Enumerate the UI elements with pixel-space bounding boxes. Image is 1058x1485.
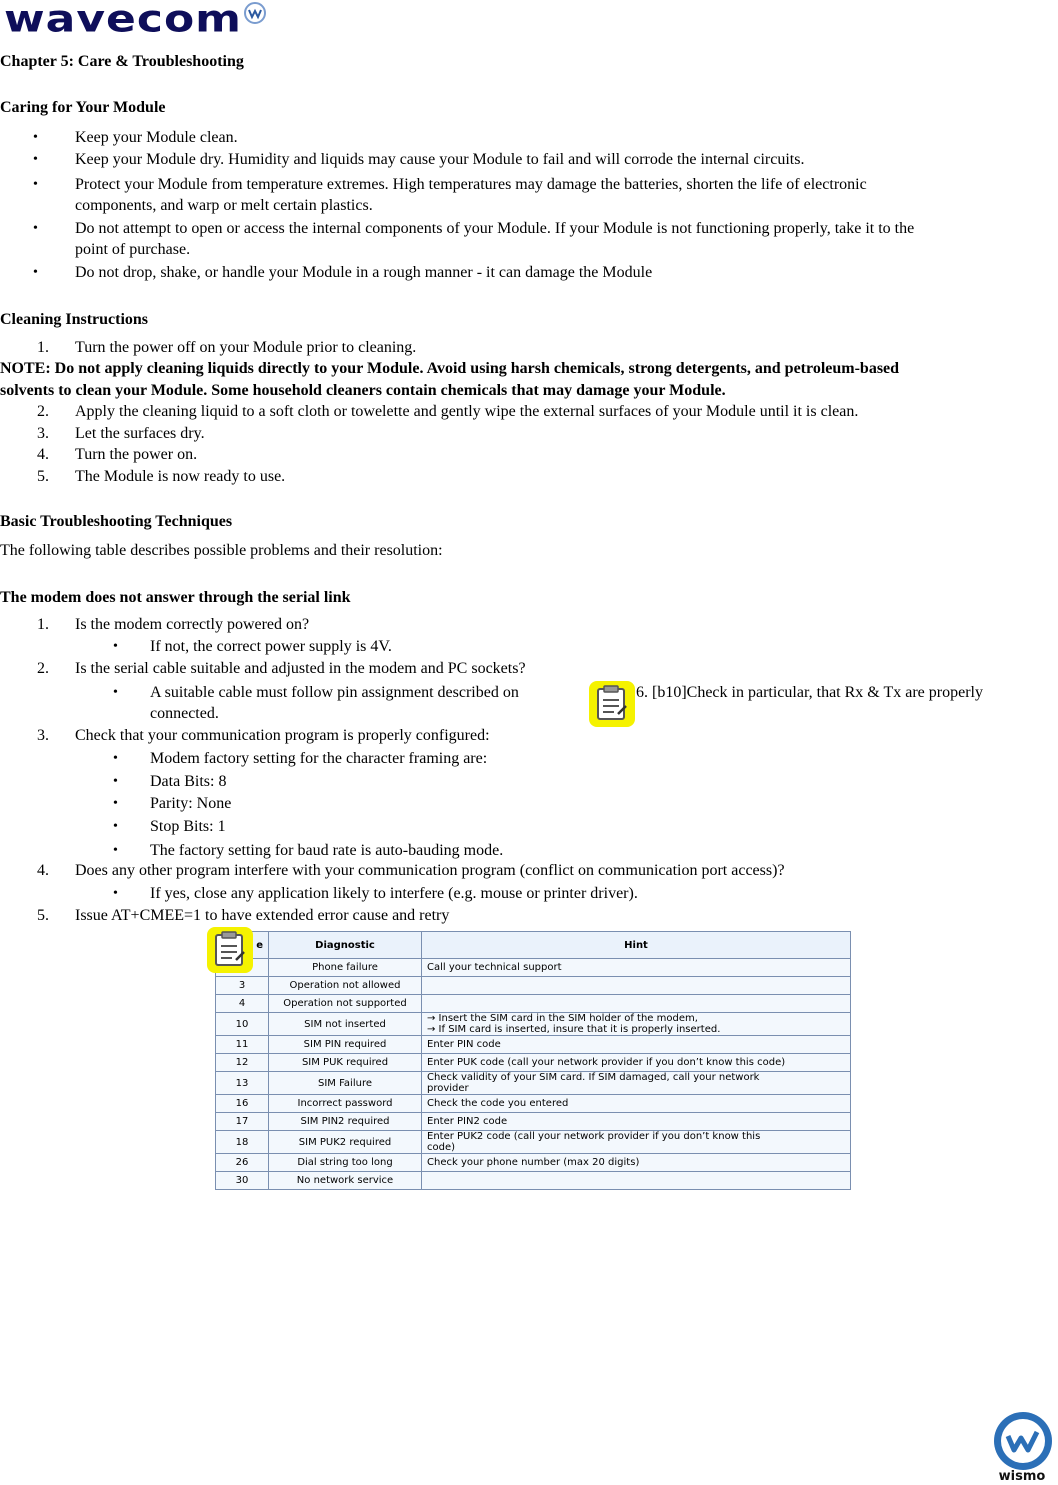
wavecom-logo <box>4 0 266 46</box>
list-item-continuation: components, and warp or melt certain plastics. <box>75 197 373 214</box>
error-code-cell: 10 <box>216 1013 269 1036</box>
diagnostic-cell: SIM PUK2 required <box>269 1131 422 1154</box>
table-row <box>216 959 851 977</box>
diagnostic-cell: SIM PIN2 required <box>269 1113 422 1131</box>
list-item: 4. Does any other program interfere with your communication program (conflict on communication port access)? <box>37 862 785 879</box>
hint-cell: Enter PUK2 code (call your network provider if you don’t know this code) <box>422 1131 851 1154</box>
error-code-cell: 13 <box>216 1072 269 1095</box>
table-header-row <box>216 932 851 959</box>
table-row <box>216 1154 851 1172</box>
troubleshooting-heading: Basic Troubleshooting Techniques <box>0 513 233 530</box>
list-item: • Parity: None <box>113 795 232 812</box>
list-item: 2. Is the serial cable suitable and adjusted in the modem and PC sockets? <box>37 660 526 677</box>
list-item: • Keep your Module dry. Humidity and liquids may cause your Module to fail and will corrode the internal circuits. <box>33 151 805 168</box>
error-code-cell: 16 <box>216 1095 269 1113</box>
diagnostic-cell: Dial string too long <box>269 1154 422 1172</box>
hint-cell <box>422 995 851 1013</box>
list-item: • Keep your Module clean. <box>33 129 238 146</box>
caring-heading: Caring for Your Module <box>0 99 166 116</box>
list-item: 3. Check that your communication program is properly configured: <box>37 727 490 744</box>
error-code-cell: 3 <box>216 977 269 995</box>
list-item: • Data Bits: 8 <box>113 773 227 790</box>
hint-cell: Enter PIN2 code <box>422 1113 851 1131</box>
list-item: • Protect your Module from temperature extremes. High temperatures may damage the batteries, shorten the life of electronic <box>33 176 867 193</box>
list-item: • Stop Bits: 1 <box>113 818 226 835</box>
cleaning-note-line1: NOTE: Do not apply cleaning liquids directly to your Module. Avoid using harsh chemicals, strong detergents, and petroleum-based <box>0 360 900 377</box>
table-row <box>216 1131 851 1154</box>
hint-cell: Check your phone number (max 20 digits) <box>422 1154 851 1172</box>
error-code-cell: 12 <box>216 1054 269 1072</box>
table-row <box>216 1013 851 1036</box>
hint-cell: Check the code you entered <box>422 1095 851 1113</box>
wismo-logo <box>988 1410 1056 1484</box>
header-diagnostic: Diagnostic <box>269 932 422 959</box>
error-code-cell: 26 <box>216 1154 269 1172</box>
chapter-title: Chapter 5: Care & Troubleshooting <box>0 53 244 70</box>
header-code: e <box>216 932 269 959</box>
list-item: • If yes, close any application likely to interfere (e.g. mouse or printer driver). <box>113 885 638 902</box>
diagnostic-cell: Phone failure <box>269 959 422 977</box>
diagnostic-cell: SIM PIN required <box>269 1036 422 1054</box>
error-code-cell: 18 <box>216 1131 269 1154</box>
note-icon[interactable] <box>588 680 636 728</box>
hint-cell: Check validity of your SIM card. If SIM damaged, call your network provider <box>422 1072 851 1095</box>
hint-cell <box>422 1172 851 1190</box>
list-item: 5. The Module is now ready to use. <box>37 468 286 485</box>
diagnostic-cell: Operation not supported <box>269 995 422 1013</box>
hint-cell: Call your technical support <box>422 959 851 977</box>
diagnostic-cell: SIM not inserted <box>269 1013 422 1036</box>
error-code-table <box>215 931 851 1190</box>
cleaning-heading: Cleaning Instructions <box>0 311 149 328</box>
list-item: 3. Let the surfaces dry. <box>37 425 205 442</box>
wismo-text: wismo <box>998 1469 1046 1484</box>
error-code-cell: 30 <box>216 1172 269 1190</box>
list-item: 4. Turn the power on. <box>37 446 198 463</box>
header-hint: Hint <box>422 932 851 959</box>
list-item: • The factory setting for baud rate is auto-bauding mode. <box>113 842 504 859</box>
list-item-continuation: point of purchase. <box>75 241 191 258</box>
hint-cell: → Insert the SIM card in the SIM holder of the modem, → If SIM card is inserted, insure that it is properly inserted. <box>422 1013 851 1036</box>
list-item: • Do not attempt to open or access the internal components of your Module. If your Module is not functioning properly, take it to the <box>33 220 915 237</box>
table-row <box>216 977 851 995</box>
list-item-continuation: connected. <box>150 705 219 722</box>
hint-cell <box>422 977 851 995</box>
error-code-cell: 4 <box>216 995 269 1013</box>
diagnostic-cell: Operation not allowed <box>269 977 422 995</box>
cleaning-note-line2: solvents to clean your Module. Some household cleaners contain chemicals that may damage your Module. <box>0 382 726 399</box>
logo-text: wavecom <box>4 0 243 41</box>
list-item: 2. Apply the cleaning liquid to a soft cloth or towelette and gently wipe the external surfaces of your Module until it is clean. <box>37 403 859 420</box>
diagnostic-cell: SIM Failure <box>269 1072 422 1095</box>
list-item: 1. Is the modem correctly powered on? <box>37 616 310 633</box>
list-item: • Do not drop, shake, or handle your Module in a rough manner - it can damage the Module <box>33 264 653 281</box>
table-row <box>216 1072 851 1095</box>
error-code-cell: 11 <box>216 1036 269 1054</box>
table-row <box>216 1172 851 1190</box>
hint-cell: Enter PIN code <box>422 1036 851 1054</box>
troubleshooting-intro: The following table describes possible problems and their resolution: <box>0 542 443 559</box>
table-row <box>216 1054 851 1072</box>
note-icon[interactable] <box>206 926 254 974</box>
table-row <box>216 1036 851 1054</box>
list-item: 1. Turn the power off on your Module prior to cleaning. <box>37 339 417 356</box>
list-item: • If not, the correct power supply is 4V. <box>113 638 392 655</box>
table-row <box>216 1095 851 1113</box>
diagnostic-cell: SIM PUK required <box>269 1054 422 1072</box>
table-row <box>216 1113 851 1131</box>
hint-cell: Enter PUK code (call your network provider if you don’t know this code) <box>422 1054 851 1072</box>
diagnostic-cell: No network service <box>269 1172 422 1190</box>
list-item: • A suitable cable must follow pin assignment described on 6. [b10]Check in particular, that Rx & Tx are properly <box>113 684 983 701</box>
list-item: 5. Issue AT+CMEE=1 to have extended error cause and retry <box>37 907 450 924</box>
wavecom-mark-icon <box>244 2 266 24</box>
diagnostic-cell: Incorrect password <box>269 1095 422 1113</box>
table-row <box>216 995 851 1013</box>
troubleshooting-subheading: The modem does not answer through the serial link <box>0 589 351 606</box>
error-code-cell: 17 <box>216 1113 269 1131</box>
list-item: • Modem factory setting for the character framing are: <box>113 750 488 767</box>
